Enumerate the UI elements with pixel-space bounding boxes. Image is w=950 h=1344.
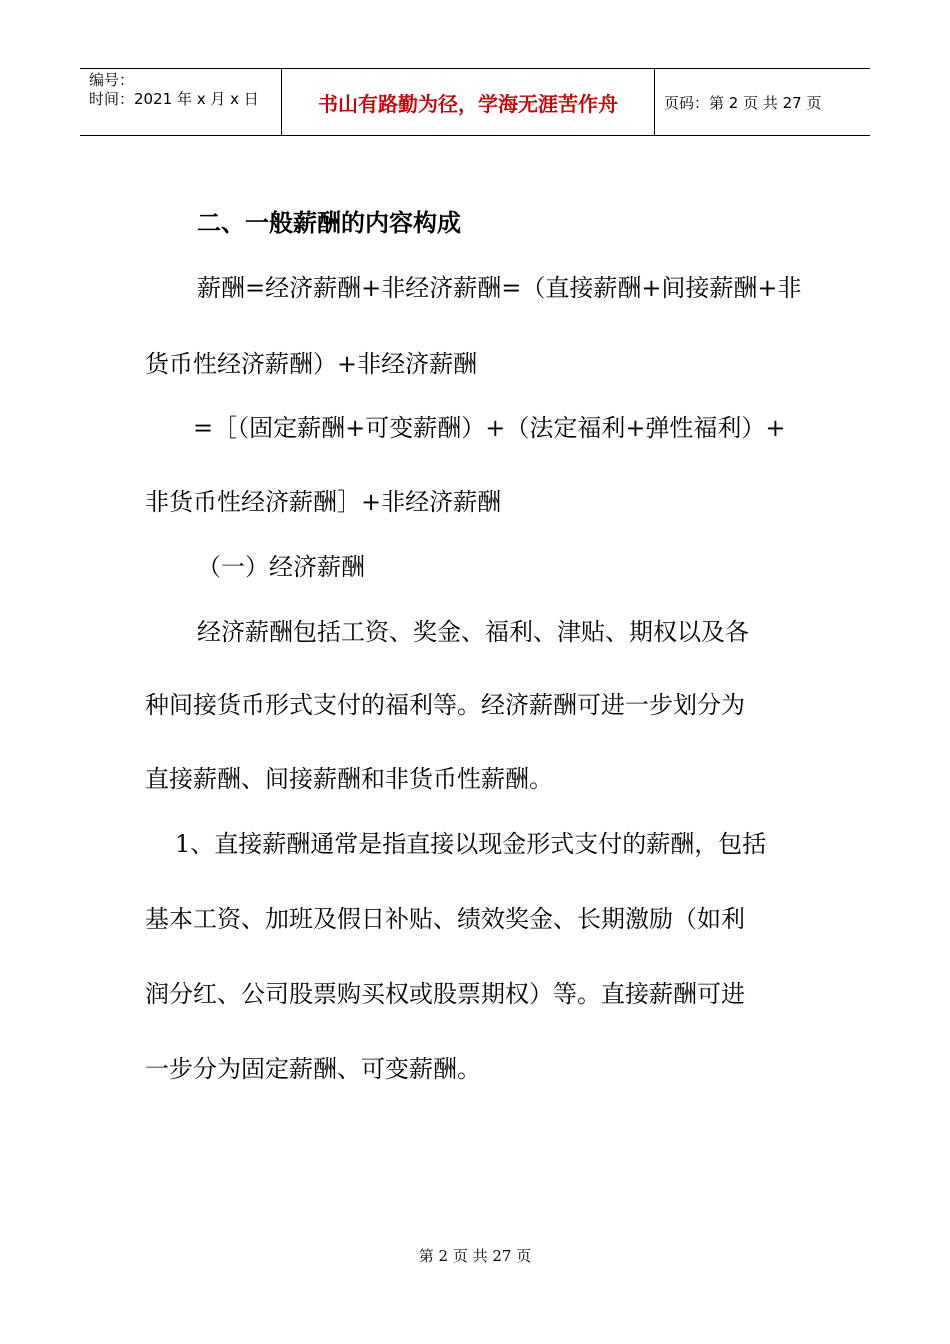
time-label: 时间：2021 年 x 月 x 日 bbox=[89, 90, 259, 108]
subsection-title: （一）经济薪酬 bbox=[197, 553, 365, 581]
page-footer: 第 2 页 共 27 页 bbox=[418, 1247, 532, 1265]
paragraph-2-line-3: 润分红、公司股票购买权或股票期权）等。直接薪酬可进 bbox=[145, 980, 745, 1008]
paragraph-2-line-2: 基本工资、加班及假日补贴、绩效奖金、长期激励（如利 bbox=[145, 905, 745, 933]
header-meta bbox=[80, 69, 282, 135]
formula-line-1: 薪酬=经济薪酬+非经济薪酬=（直接薪酬+间接薪酬+非 bbox=[197, 274, 802, 302]
header-page-code: 页码：第 2 页 共 27 页 bbox=[664, 93, 822, 112]
paragraph-2-line-1: 1、直接薪酬通常是指直接以现金形式支付的薪酬，包括 bbox=[175, 830, 767, 858]
paragraph-1-line-2: 种间接货币形式支付的福利等。经济薪酬可进一步划分为 bbox=[145, 691, 745, 719]
paragraph-1-line-3: 直接薪酬、间接薪酬和非货币性薪酬。 bbox=[145, 765, 553, 793]
number-label: 编号： bbox=[89, 71, 135, 89]
page-header bbox=[80, 68, 870, 136]
paragraph-2-line-4: 一步分为固定薪酬、可变薪酬。 bbox=[145, 1055, 481, 1083]
section-title: 二、一般薪酬的内容构成 bbox=[197, 209, 461, 237]
formula-line-4: 非货币性经济薪酬］+非经济薪酬 bbox=[145, 488, 502, 516]
formula-line-2: 货币性经济薪酬）+非经济薪酬 bbox=[145, 350, 478, 378]
header-motto: 书山有路勤为径，学海无涯苦作舟 bbox=[282, 69, 655, 135]
formula-line-3: =［（固定薪酬+可变薪酬）+（法定福利+弹性福利）+ bbox=[193, 414, 786, 442]
paragraph-1-line-1: 经济薪酬包括工资、奖金、福利、津贴、期权以及各 bbox=[197, 618, 749, 646]
